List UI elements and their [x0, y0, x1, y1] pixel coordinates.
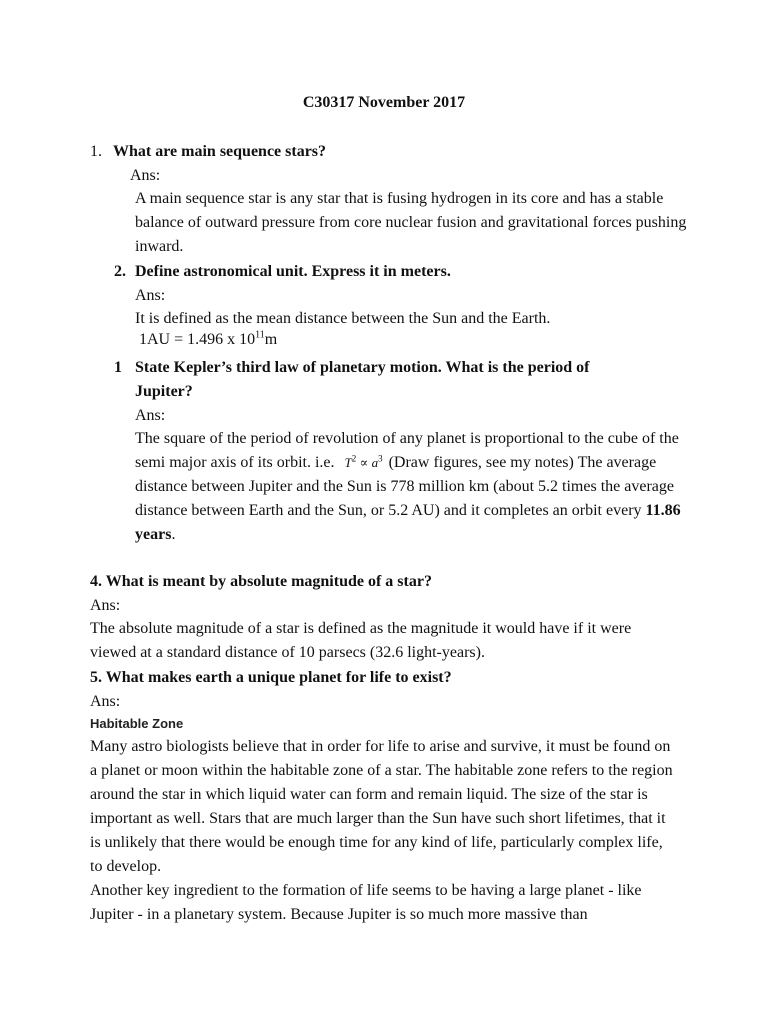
au-formula	[139, 331, 277, 349]
math-proportional: ∝	[359, 455, 369, 470]
answer-5-para1: Many astro biologists believe that in order for life to arise and survive, it must be found on a planet or moon within the habitable zone of a star. The habitable zone refers to the region around the star in which liquid water can form and remain liquid. The size of the star is important as well. Stars that are much larger than the Sun have such short lifetimes, that it is unlikely that there would be enough time for any kind of life, particularly complex life, to develop.	[90, 738, 673, 875]
question-text: Define astronomical unit. Express it in meters.	[135, 263, 451, 280]
formula-exponent: 11	[255, 329, 265, 341]
kepler-formula	[335, 455, 389, 470]
math-T-exp: 2	[351, 453, 357, 464]
answer-label-2: Ans:	[135, 287, 166, 304]
answer-2: It is defined as the mean distance between the Sun and the Earth.	[135, 310, 551, 327]
answer-1: A main sequence star is any star that is fusing hydrogen in its core and has a stable balance of outward pressure from core nuclear fusion and gravitational forces pushing inward.	[135, 190, 687, 255]
question-number: 1.	[90, 143, 102, 160]
answer-label-3: Ans:	[135, 407, 166, 424]
orbit-period: 11.86 years	[135, 502, 681, 543]
habitable-zone-heading: Habitable Zone	[90, 716, 184, 731]
page-title: C30317 November 2017	[302, 94, 466, 111]
formula-suffix: m	[264, 331, 278, 348]
math-T: T	[344, 455, 352, 470]
answer-3-end: .	[171, 526, 176, 543]
answer-4: The absolute magnitude of a star is defined as the magnitude it would have if it were viewed at a standard distance of 10 parsecs (32.6 light-years).	[90, 620, 632, 661]
answer-5-para2: Another key ingredient to the formation of life seems to be having a large planet - like Jupiter - in a planetary system. Because Jupiter is so much more massive than	[90, 882, 642, 923]
question-3-line2: Jupiter?	[135, 383, 193, 400]
question-number: 1	[114, 359, 122, 376]
question-4: 4. What is meant by absolute magnitude of a star?	[90, 573, 432, 590]
math-a: a	[371, 455, 379, 470]
answer-label-4: Ans:	[90, 597, 121, 614]
question-5: 5. What makes earth a unique planet for life to exist?	[90, 669, 452, 686]
question-text: What are main sequence stars?	[113, 143, 327, 160]
answer-3-part1: The square of the period of revolution of any planet is proportional to the cube of the semi major axis of its orbit. i.e.	[135, 430, 679, 471]
answer-label-5: Ans:	[90, 693, 121, 710]
answer-label-1: Ans:	[130, 167, 161, 184]
formula-prefix: 1AU = 1.496 x 10	[139, 331, 256, 348]
question-number: 2.	[114, 263, 126, 280]
answer-3-part2: (Draw figures, see my notes) The average distance between Jupiter and the Sun is 778 million km (about 5.2 times the average distance between Earth and the Sun, or 5.2 AU) and it completes an orbit every	[135, 454, 674, 519]
question-text-line1: State Kepler’s third law of planetary motion. What is the period of	[135, 359, 590, 376]
answer-3	[135, 427, 695, 547]
math-a-exp: 3	[378, 453, 383, 464]
